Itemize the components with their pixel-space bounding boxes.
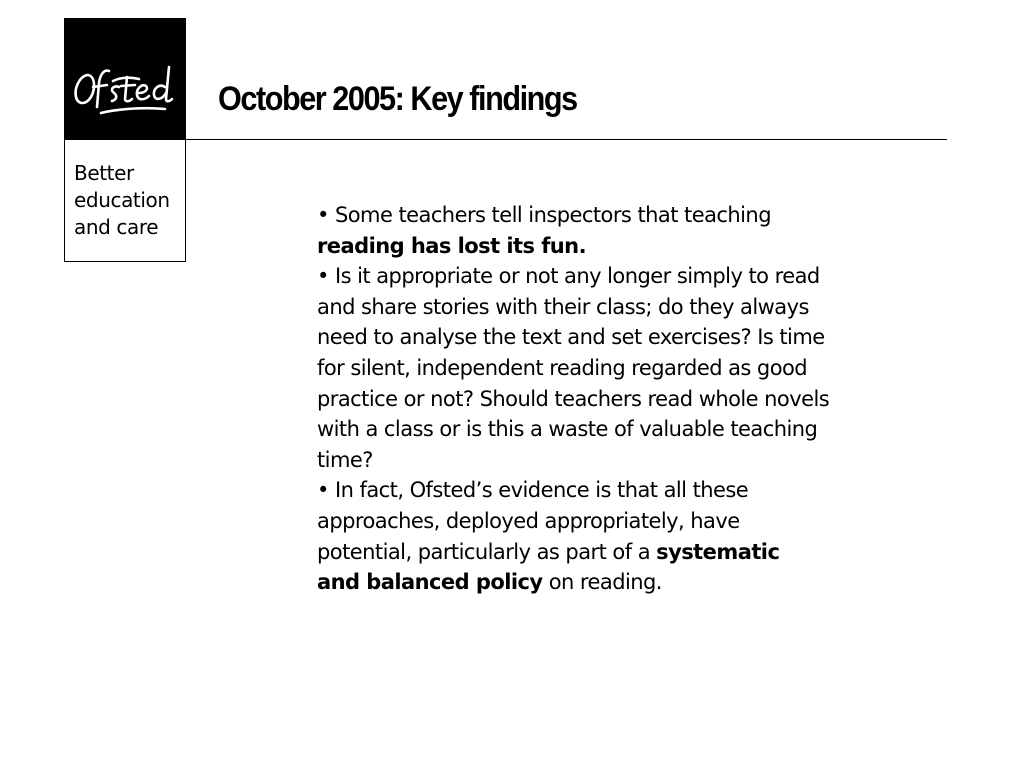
body-text-run: need to analyse the text and set exercises? Is time — [317, 325, 825, 350]
title-divider — [184, 139, 947, 140]
text-line — [317, 353, 907, 384]
bullet-item — [317, 475, 907, 597]
body-text-run: on reading. — [542, 570, 662, 595]
ofsted-tagline — [74, 160, 170, 241]
slide-title: October 2005: Key findings — [218, 80, 577, 118]
key-findings-text — [317, 200, 907, 598]
tagline-line: education — [74, 188, 170, 212]
text-line — [317, 292, 907, 323]
text-line — [317, 567, 907, 598]
text-line — [317, 445, 907, 476]
body-text-run: potential, particularly as part of a — [317, 539, 657, 564]
text-line — [317, 261, 907, 292]
emphasis-text: systematic — [656, 539, 780, 564]
text-line — [317, 537, 907, 568]
text-line — [317, 414, 907, 445]
body-text-run: approaches, deployed appropriately, have — [317, 508, 740, 533]
ofsted-wordmark-panel — [65, 19, 185, 140]
body-text-run: • Some teachers tell inspectors that teaching — [317, 203, 771, 227]
bullet-item — [317, 261, 907, 475]
text-line — [317, 506, 907, 537]
body-text-run: time? — [317, 447, 373, 472]
tagline-line: and care — [74, 215, 159, 239]
body-text-run: • In fact, Ofsted’s evidence is that all these — [317, 478, 749, 503]
body-text-run: and share stories with their class; do they always — [317, 294, 809, 319]
text-line — [317, 231, 907, 262]
tagline-line: Better — [74, 161, 134, 185]
ofsted-logo — [64, 18, 186, 262]
emphasis-text: and balanced policy — [317, 570, 543, 595]
text-line — [317, 322, 907, 353]
body-text-run: for silent, independent reading regarded as good — [317, 355, 808, 380]
text-line — [317, 384, 907, 415]
body-text-run: • Is it appropriate or not any longer simply to read — [317, 264, 820, 289]
body-text-run: practice or not? Should teachers read whole novels — [317, 386, 830, 411]
text-line — [317, 200, 907, 231]
emphasis-text: reading has lost its fun. — [317, 233, 587, 258]
ofsted-wordmark — [65, 19, 185, 140]
bullet-item — [317, 200, 907, 261]
text-line — [317, 475, 907, 506]
body-text-run: with a class or is this a waste of valuable teaching — [317, 417, 818, 442]
